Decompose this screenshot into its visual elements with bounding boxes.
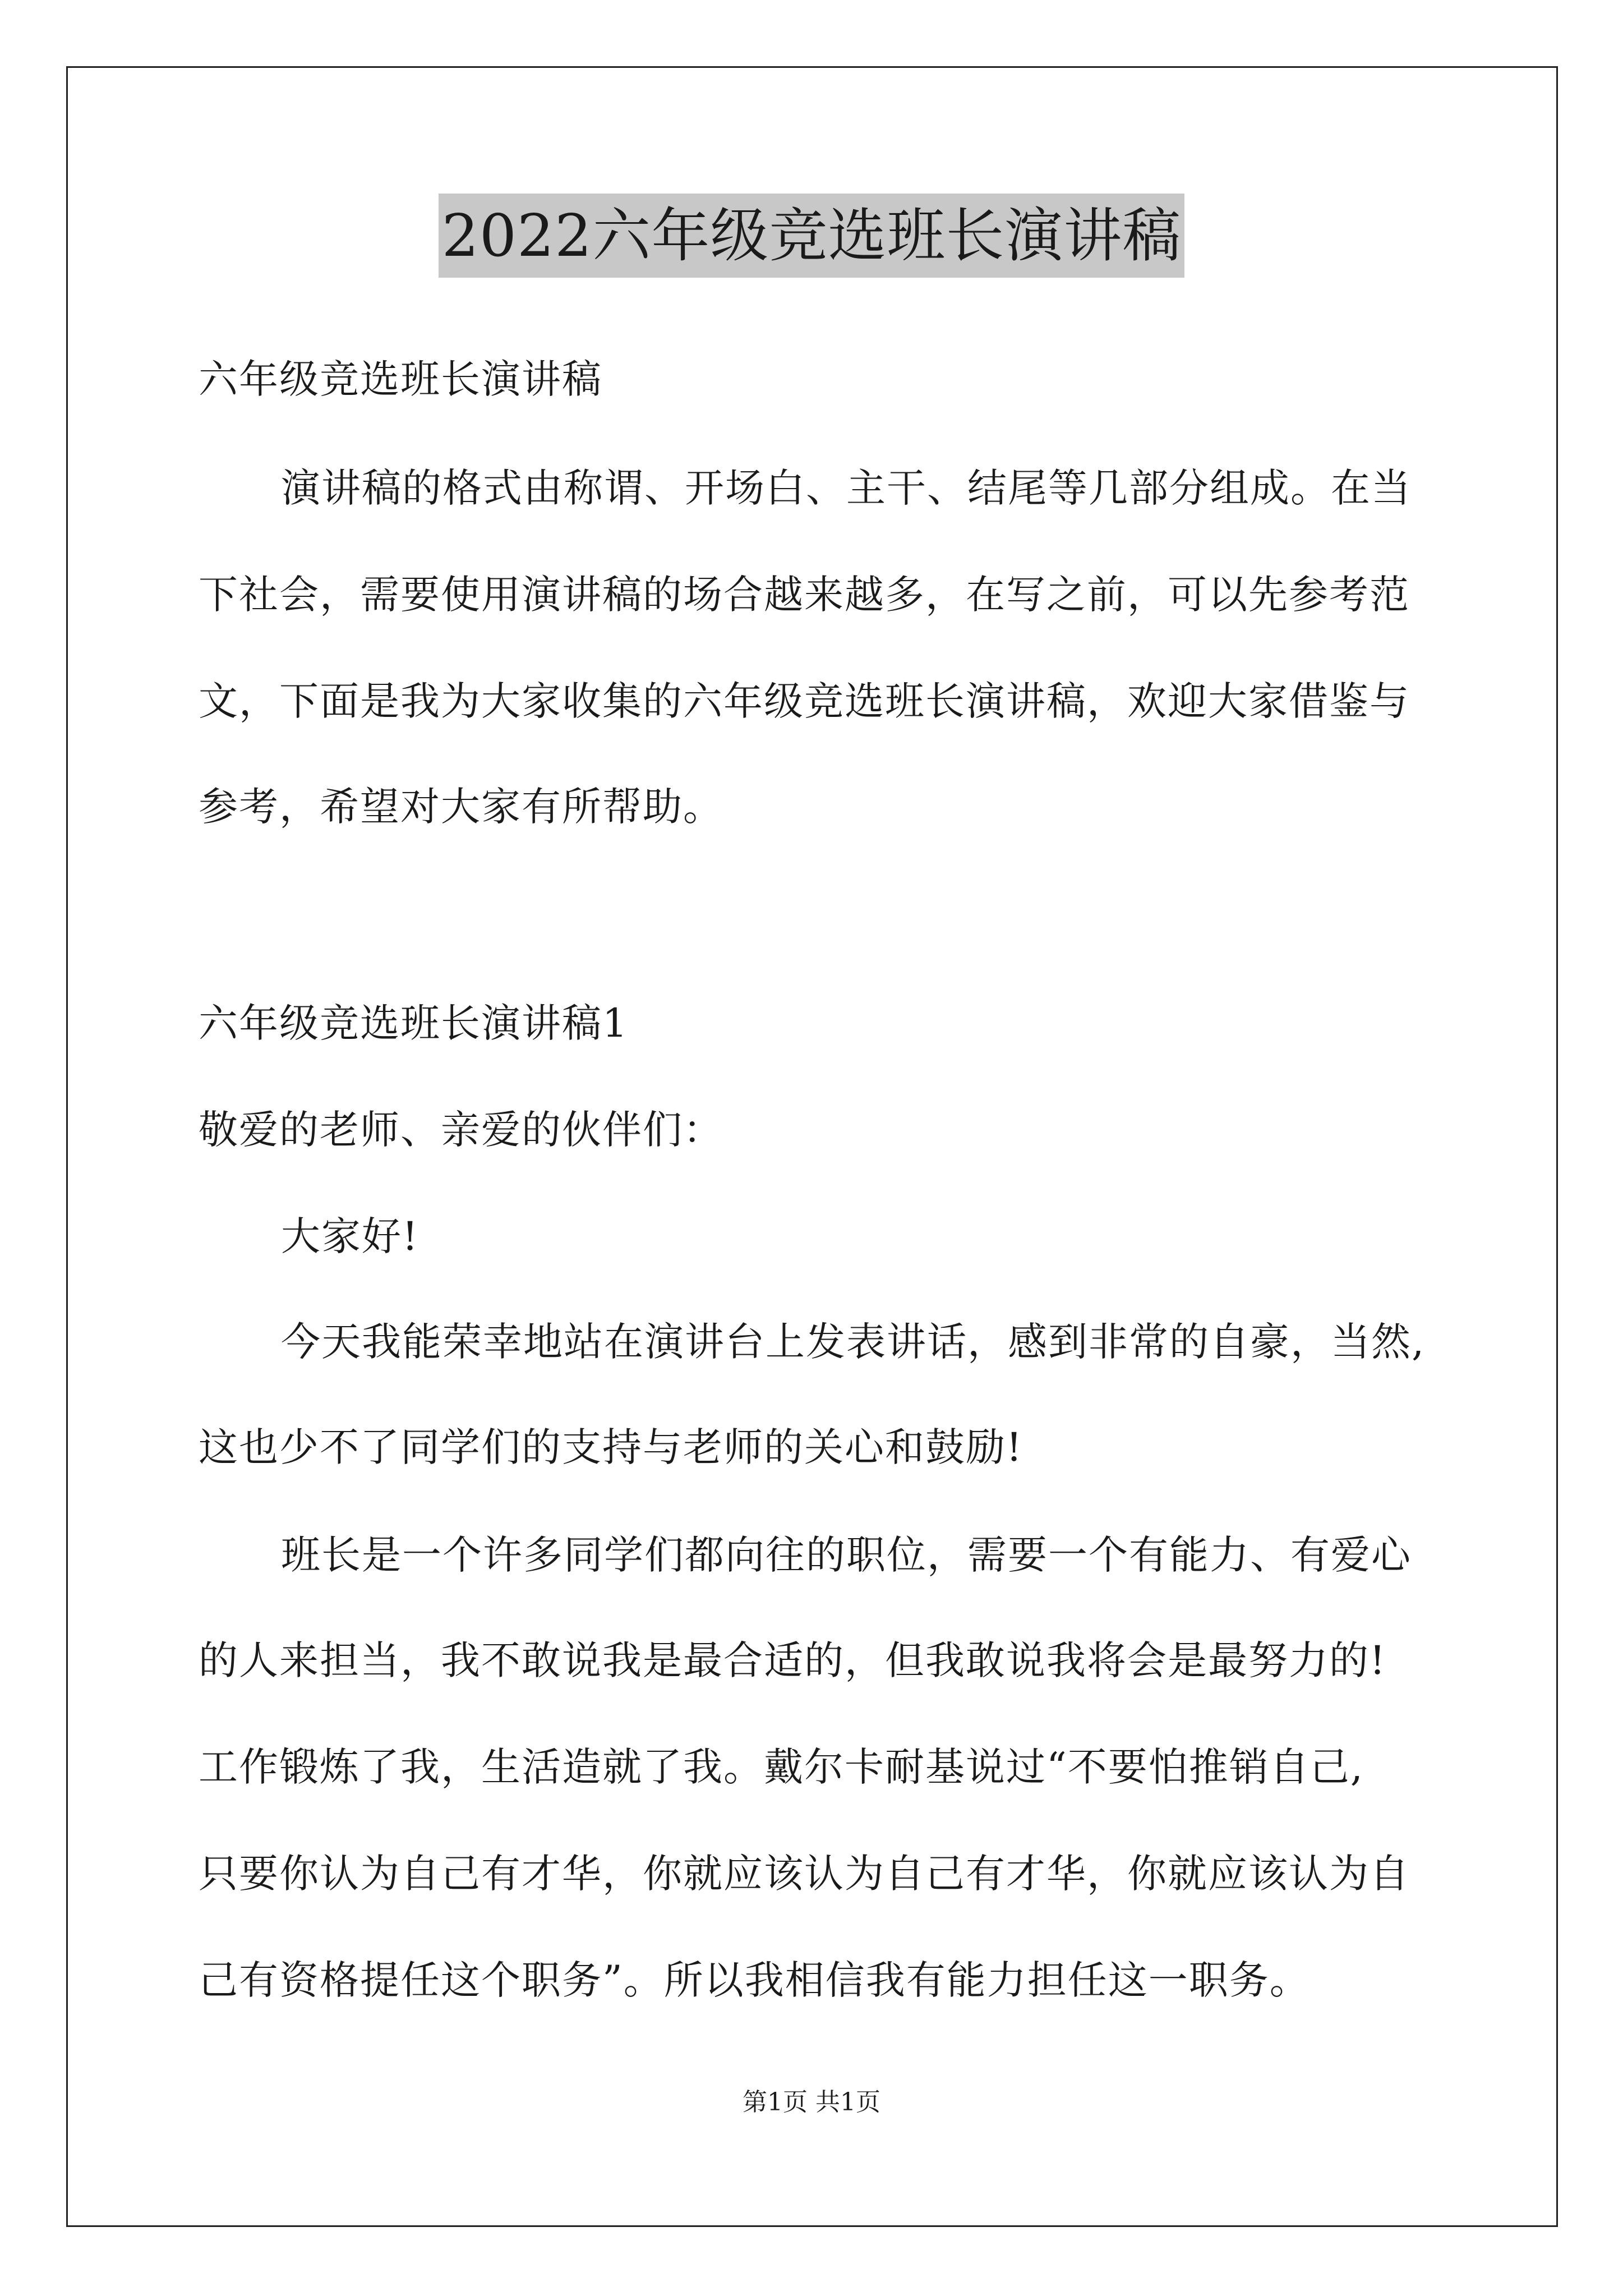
paragraph-line: 班长是一个许多同学们都向往的职位，需要一个有能力、有爱心: [281, 1532, 1412, 1578]
title-container: [0, 194, 1623, 278]
intro-line: 演讲稿的格式由称谓、开场白、主干、结尾等几部分组成。在当: [281, 465, 1412, 511]
intro-line: 参考，希望对大家有所帮助。: [199, 784, 723, 830]
paragraph-line: 的人来担当，我不敢说我是最合适的，但我敢说我将会是最努力的!: [199, 1637, 1387, 1683]
subtitle: 六年级竞选班长演讲稿: [199, 356, 602, 402]
section-heading: 六年级竞选班长演讲稿1: [199, 1000, 629, 1046]
paragraph-line: 己有资格提任这个职务”。所以我相信我有能力担任这一职务。: [199, 1957, 1310, 2003]
paragraph-line: 只要你认为自己有才华，你就应该认为自己有才华，你就应该认为自: [199, 1851, 1410, 1897]
paragraph-line: 工作锻炼了我，生活造就了我。戴尔卡耐基说过“不要怕推销自己,: [199, 1744, 1364, 1790]
salutation: 敬爱的老师、亲爱的伙伴们：: [199, 1107, 723, 1153]
intro-line: 下社会，需要使用演讲稿的场合越来越多，在写之前，可以先参考范: [199, 572, 1410, 618]
paragraph-line: 今天我能荣幸地站在演讲台上发表讲话，感到非常的自豪，当然,: [281, 1319, 1426, 1365]
page-footer: 第1页 共1页: [743, 2088, 880, 2116]
paragraph-line: 这也少不了同学们的支持与老师的关心和鼓励!: [199, 1424, 1023, 1470]
greeting: 大家好!: [281, 1213, 419, 1259]
document-title: 2022六年级竞选班长演讲稿: [439, 194, 1185, 278]
intro-line: 文，下面是我为大家收集的六年级竞选班长演讲稿，欢迎大家借鉴与: [199, 678, 1410, 724]
